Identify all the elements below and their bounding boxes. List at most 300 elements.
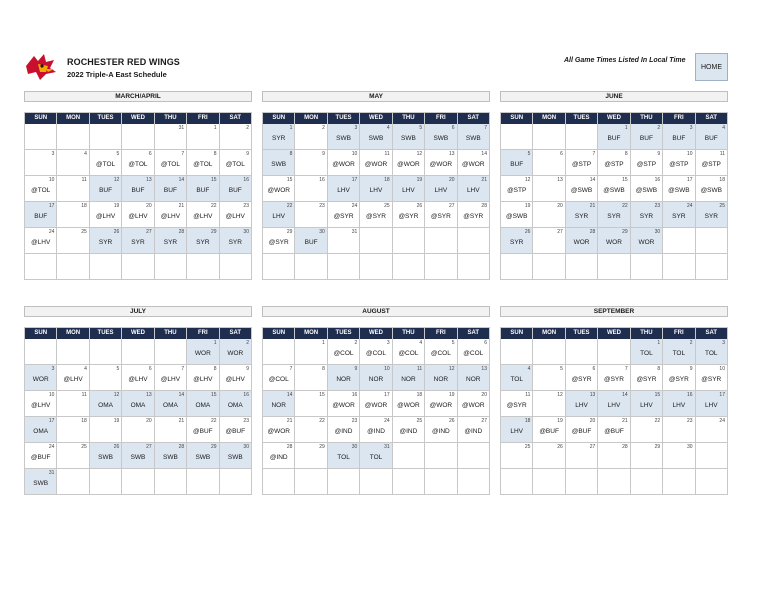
day-cell — [501, 202, 533, 228]
opponent: TOL — [369, 454, 383, 461]
day-number: 6 — [148, 366, 152, 372]
home-game-cell — [696, 339, 728, 365]
home-game-cell — [328, 443, 360, 469]
opponent: LHV — [402, 187, 415, 194]
day-number: 19 — [113, 418, 120, 424]
weekday-header: THU — [631, 328, 663, 339]
day-number: 13 — [449, 151, 455, 157]
day-number: 1 — [289, 125, 293, 131]
day-cell — [533, 202, 565, 228]
day-number: 22 — [211, 418, 217, 424]
day-number: 29 — [654, 444, 661, 450]
home-game-cell — [393, 124, 425, 150]
day-cell — [631, 150, 663, 176]
month-june — [500, 91, 728, 280]
day-number: 12 — [524, 177, 531, 183]
day-cell — [696, 176, 728, 202]
day-cell — [328, 391, 360, 417]
day-cell — [220, 417, 252, 443]
day-cell — [501, 254, 533, 280]
day-number: 26 — [524, 229, 531, 235]
day-cell — [696, 254, 728, 280]
day-cell — [122, 365, 154, 391]
opponent: SWB — [271, 161, 287, 168]
day-number: 31 — [48, 470, 55, 476]
opponent: @LHV — [160, 376, 181, 383]
day-number: 29 — [286, 229, 293, 235]
day-number: 17 — [384, 392, 390, 398]
calendar-grid — [500, 327, 728, 495]
day-cell — [25, 443, 57, 469]
day-number: 4 — [419, 340, 423, 346]
home-game-cell — [566, 228, 598, 254]
day-cell — [57, 339, 89, 365]
day-cell — [263, 339, 295, 365]
day-number: 10 — [351, 151, 358, 157]
day-cell — [598, 365, 630, 391]
day-number: 25 — [81, 444, 87, 450]
weekday-header: WED — [360, 328, 392, 339]
home-game-cell — [155, 228, 187, 254]
opponent: SYR — [272, 135, 286, 142]
opponent: SWB — [130, 454, 146, 461]
day-cell — [393, 339, 425, 365]
opponent: @COL — [463, 350, 484, 357]
weekday-header: SUN — [501, 113, 533, 124]
day-cell — [220, 124, 252, 150]
opponent: @LHV — [31, 402, 51, 409]
home-game-cell — [393, 365, 425, 391]
home-game-cell — [187, 176, 219, 202]
weekday-header: THU — [155, 328, 187, 339]
day-cell — [25, 254, 57, 280]
day-cell — [187, 150, 219, 176]
opponent: LHV — [510, 428, 524, 435]
weekday-header: FRI — [187, 328, 219, 339]
home-game-cell — [90, 443, 122, 469]
day-number: 13 — [146, 177, 152, 183]
opponent: @SYR — [701, 376, 722, 383]
opponent: BUF — [304, 239, 318, 246]
day-number: 21 — [286, 418, 293, 424]
opponent: BUF — [131, 187, 145, 194]
opponent: @SYR — [366, 213, 386, 220]
day-cell — [533, 150, 565, 176]
day-cell — [220, 202, 252, 228]
day-number: 16 — [243, 177, 249, 183]
opponent: @WOR — [364, 402, 388, 409]
day-cell — [122, 417, 154, 443]
day-cell — [458, 339, 490, 365]
day-number: 10 — [719, 366, 725, 372]
day-cell — [598, 150, 630, 176]
opponent: SYR — [704, 213, 718, 220]
day-number: 30 — [319, 229, 325, 235]
day-number: 13 — [557, 177, 563, 183]
day-cell — [360, 254, 392, 280]
month-title: JUNE — [500, 91, 728, 102]
day-cell — [393, 150, 425, 176]
opponent: @WOR — [267, 428, 290, 435]
day-number: 2 — [657, 125, 661, 131]
day-number: 26 — [416, 203, 423, 209]
opponent: @IND — [464, 428, 483, 435]
day-cell — [57, 391, 89, 417]
day-cell — [566, 124, 598, 150]
day-number: 21 — [622, 418, 628, 424]
day-cell — [187, 417, 219, 443]
day-cell — [90, 150, 122, 176]
team-name: ROCHESTER RED WINGS — [67, 57, 180, 67]
weekday-header: TUES — [566, 328, 598, 339]
day-number: 26 — [557, 444, 563, 450]
day-cell — [663, 254, 695, 280]
day-number: 20 — [557, 203, 563, 209]
day-cell — [533, 391, 565, 417]
day-number: 3 — [51, 151, 55, 157]
opponent: WOR — [638, 239, 655, 246]
day-number: 18 — [384, 177, 390, 183]
opponent: TOL — [640, 350, 653, 357]
opponent: @LHV — [128, 376, 148, 383]
day-cell — [458, 443, 490, 469]
opponent: BUF — [704, 135, 718, 142]
day-cell — [360, 228, 392, 254]
day-cell — [631, 443, 663, 469]
day-cell — [57, 176, 89, 202]
day-cell — [663, 443, 695, 469]
day-number: 5 — [527, 151, 531, 157]
day-number: 7 — [289, 366, 293, 372]
opponent: @IND — [269, 454, 288, 461]
day-number: 8 — [322, 366, 325, 372]
day-number: 31 — [351, 229, 358, 235]
day-number: 14 — [178, 177, 185, 183]
weekday-header: THU — [393, 328, 425, 339]
day-number: 14 — [589, 177, 596, 183]
day-cell — [598, 176, 630, 202]
weekday-header: MON — [57, 328, 89, 339]
home-game-cell — [458, 124, 490, 150]
day-number: 29 — [319, 444, 325, 450]
day-number: 3 — [354, 125, 358, 131]
day-number: 1 — [322, 340, 325, 346]
day-number: 16 — [654, 177, 661, 183]
weekday-header: THU — [155, 113, 187, 124]
opponent: SWB — [465, 135, 481, 142]
home-game-cell — [696, 391, 728, 417]
day-cell — [295, 254, 327, 280]
opponent: @LHV — [160, 213, 181, 220]
home-game-cell — [598, 228, 630, 254]
home-game-cell — [566, 391, 598, 417]
day-cell — [25, 391, 57, 417]
day-cell — [696, 443, 728, 469]
home-game-cell — [295, 228, 327, 254]
home-legend-key: HOME — [695, 53, 728, 81]
day-number: 8 — [213, 366, 217, 372]
opponent: BUF — [607, 135, 621, 142]
day-number: 13 — [589, 392, 596, 398]
day-number: 29 — [622, 229, 628, 235]
day-cell — [566, 365, 598, 391]
day-number: 27 — [481, 418, 487, 424]
opponent: @WOR — [332, 402, 355, 409]
day-cell — [295, 417, 327, 443]
opponent: @SWB — [700, 187, 722, 194]
day-cell — [533, 339, 565, 365]
opponent: WOR — [194, 350, 211, 357]
home-game-cell — [360, 443, 392, 469]
day-cell — [533, 469, 565, 495]
day-cell — [187, 365, 219, 391]
opponent: SWB — [98, 454, 113, 461]
day-cell — [90, 365, 122, 391]
day-cell — [57, 469, 89, 495]
day-cell — [458, 228, 490, 254]
home-game-cell — [187, 228, 219, 254]
opponent: WOR — [573, 239, 590, 246]
day-number: 25 — [524, 444, 531, 450]
day-cell — [122, 124, 154, 150]
day-number: 8 — [213, 151, 217, 157]
day-cell — [425, 202, 457, 228]
opponent: OMA — [227, 402, 243, 409]
day-number: 6 — [484, 340, 487, 346]
day-cell — [696, 417, 728, 443]
opponent: @WOR — [332, 161, 355, 168]
opponent: OMA — [33, 428, 49, 435]
opponent: @TOL — [31, 187, 51, 194]
day-cell — [425, 228, 457, 254]
day-cell — [425, 391, 457, 417]
home-game-cell — [90, 176, 122, 202]
day-number: 31 — [384, 444, 390, 450]
day-number: 19 — [524, 203, 531, 209]
day-cell — [393, 391, 425, 417]
home-game-cell — [458, 365, 490, 391]
day-cell — [155, 339, 187, 365]
day-number: 4 — [84, 366, 87, 372]
opponent: @LHV — [225, 376, 245, 383]
day-number: 18 — [81, 203, 87, 209]
home-game-cell — [25, 365, 57, 391]
day-number: 17 — [351, 177, 358, 183]
day-number: 16 — [351, 392, 358, 398]
day-number: 22 — [319, 418, 325, 424]
opponent: @SYR — [604, 376, 624, 383]
day-number: 14 — [481, 151, 487, 157]
opponent: @SYR — [668, 376, 689, 383]
opponent: SWB — [163, 454, 178, 461]
day-cell — [393, 469, 425, 495]
home-game-cell — [425, 124, 457, 150]
home-game-cell — [220, 339, 252, 365]
opponent: @COL — [430, 350, 451, 357]
day-cell — [501, 124, 533, 150]
season-subtitle: 2022 Triple-A East Schedule — [67, 70, 167, 79]
home-game-cell — [501, 365, 533, 391]
opponent: @LHV — [193, 213, 213, 220]
home-game-cell — [425, 365, 457, 391]
home-game-cell — [90, 391, 122, 417]
home-game-cell — [263, 391, 295, 417]
home-game-cell — [566, 202, 598, 228]
day-cell — [328, 254, 360, 280]
opponent: @SYR — [506, 402, 527, 409]
day-number: 30 — [243, 444, 249, 450]
day-number: 6 — [592, 366, 596, 372]
day-cell — [663, 417, 695, 443]
weekday-header: SUN — [25, 113, 57, 124]
day-cell — [57, 124, 89, 150]
home-game-cell — [360, 365, 392, 391]
day-cell — [263, 469, 295, 495]
day-number: 10 — [48, 177, 55, 183]
day-number: 24 — [384, 418, 390, 424]
day-cell — [90, 469, 122, 495]
day-number: 4 — [722, 125, 725, 131]
day-number: 22 — [286, 203, 293, 209]
day-cell — [696, 150, 728, 176]
day-number: 12 — [416, 151, 423, 157]
day-number: 7 — [181, 366, 185, 372]
day-number: 22 — [654, 418, 661, 424]
day-cell — [566, 469, 598, 495]
home-game-cell — [25, 202, 57, 228]
home-game-cell — [25, 469, 57, 495]
day-cell — [90, 254, 122, 280]
day-number: 11 — [384, 151, 390, 157]
day-number: 8 — [657, 366, 661, 372]
weekday-header: WED — [122, 113, 154, 124]
day-number: 3 — [689, 125, 693, 131]
day-number: 24 — [48, 444, 55, 450]
calendar-grid — [24, 112, 252, 280]
day-cell — [295, 469, 327, 495]
day-number: 20 — [449, 177, 455, 183]
day-cell — [90, 124, 122, 150]
home-game-cell — [90, 228, 122, 254]
day-cell — [295, 391, 327, 417]
day-cell — [458, 150, 490, 176]
opponent: @STP — [571, 161, 592, 168]
weekday-header: SUN — [263, 113, 295, 124]
day-number: 3 — [51, 366, 55, 372]
opponent: @BUF — [193, 428, 213, 435]
day-cell — [295, 443, 327, 469]
weekday-header: TUES — [566, 113, 598, 124]
opponent: NOR — [368, 376, 384, 383]
day-cell — [393, 228, 425, 254]
day-cell — [501, 176, 533, 202]
day-number: 1 — [657, 340, 661, 346]
day-number: 28 — [178, 444, 185, 450]
day-number: 20 — [146, 203, 152, 209]
opponent: @BUF — [539, 428, 559, 435]
opponent: @SYR — [333, 213, 354, 220]
opponent: SYR — [163, 239, 178, 246]
day-cell — [25, 124, 57, 150]
opponent: WOR — [227, 350, 244, 357]
day-number: 22 — [211, 203, 217, 209]
day-number: 11 — [525, 392, 531, 398]
day-number: 28 — [178, 229, 185, 235]
day-number: 28 — [286, 444, 293, 450]
weekday-header: FRI — [425, 328, 457, 339]
day-number: 23 — [654, 203, 661, 209]
opponent: NOR — [271, 402, 286, 409]
day-number: 13 — [481, 366, 487, 372]
day-number: 2 — [246, 340, 249, 346]
day-cell — [122, 469, 154, 495]
opponent: BUF — [510, 161, 524, 168]
day-cell — [263, 365, 295, 391]
weekday-header: TUES — [90, 328, 122, 339]
day-cell — [501, 391, 533, 417]
opponent: LHV — [466, 187, 480, 194]
home-game-cell — [328, 176, 360, 202]
day-number: 1 — [213, 125, 217, 131]
home-game-cell — [631, 124, 663, 150]
day-number: 22 — [622, 203, 628, 209]
day-cell — [155, 150, 187, 176]
day-number: 19 — [557, 418, 563, 424]
opponent: @SWB — [506, 213, 528, 220]
day-cell — [122, 202, 154, 228]
home-game-cell — [663, 124, 695, 150]
opponent: @STP — [636, 161, 657, 168]
day-number: 2 — [354, 340, 358, 346]
opponent: @IND — [334, 428, 353, 435]
home-game-cell — [696, 124, 728, 150]
day-cell — [187, 124, 219, 150]
day-number: 4 — [386, 125, 390, 131]
day-number: 30 — [687, 444, 693, 450]
day-number: 23 — [351, 418, 358, 424]
day-number: 19 — [416, 177, 423, 183]
day-cell — [155, 254, 187, 280]
day-cell — [663, 150, 695, 176]
day-number: 1 — [624, 125, 628, 131]
day-cell — [566, 417, 598, 443]
home-game-cell — [220, 391, 252, 417]
day-number: 21 — [178, 418, 185, 424]
weekday-header: SAT — [696, 113, 728, 124]
opponent: @SYR — [636, 376, 657, 383]
opponent: @WOR — [462, 402, 485, 409]
day-cell — [57, 150, 89, 176]
opponent: @IND — [431, 428, 450, 435]
day-number: 29 — [211, 229, 217, 235]
day-number: 9 — [246, 366, 249, 372]
day-number: 23 — [319, 203, 325, 209]
day-cell — [631, 176, 663, 202]
home-game-cell — [425, 176, 457, 202]
opponent: BUF — [163, 187, 177, 194]
opponent: SYR — [574, 213, 589, 220]
day-number: 15 — [211, 392, 217, 398]
weekday-header: TUES — [328, 328, 360, 339]
day-cell — [122, 254, 154, 280]
opponent: SWB — [195, 454, 211, 461]
month-may — [262, 91, 490, 280]
month-title: AUGUST — [262, 306, 490, 317]
home-game-cell — [663, 391, 695, 417]
day-cell — [25, 176, 57, 202]
day-number: 26 — [449, 418, 455, 424]
day-cell — [25, 228, 57, 254]
